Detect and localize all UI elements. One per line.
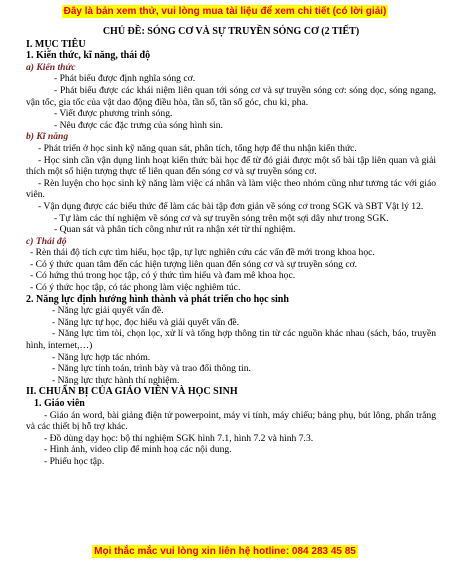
subsection-heading: 1. Giáo viên: [34, 398, 85, 409]
list-item: - Tự làm các thí nghiệm về sóng cơ và sự truyền sóng trên một sợi dây như trong SGK.: [54, 212, 389, 224]
list-item: - Năng lực hợp tác nhóm.: [52, 351, 151, 363]
list-item: - Phát triển ở học sinh kỹ năng quan sát, phân tích, tổng hợp để thu nhận kiến thức.: [38, 142, 357, 154]
subsection-heading: 1. Kiến thức, kĩ năng, thái độ: [26, 50, 151, 62]
list-item: - Năng lực tìm tòi, chọn lọc, xử lí và tổng hợp thông tin từ các nguồn khác nhau (sách, báo, truyền hình, internet,…): [26, 328, 436, 352]
list-item: - Có ý thức học tập, có tác phong làm việc nghiêm túc.: [30, 282, 241, 294]
list-item: - Năng lực tính toán, trình bày và trao đổi thông tin.: [52, 363, 251, 375]
sub-heading-knowledge: a) Kiến thức: [26, 61, 76, 73]
list-item: - Năng lực thực hành thí nghiệm.: [52, 374, 180, 386]
list-item: - Giáo án word, bài giảng điện tử powerpoint, máy vi tính, máy chiếu; bảng phụ, bút lông, phấn trắng và các thiết bị hỗ trợ khác.: [26, 409, 436, 433]
list-item: - Viết được phương trình sóng.: [54, 108, 173, 120]
list-item: - Rèn thái độ tích cực tìm hiểu, học tập, tự lực nghiên cứu các vấn đề mới trong khoa học.: [30, 247, 375, 259]
list-item: - Có hứng thú trong học tập, có ý thức tìm hiểu và đam mê khoa học.: [30, 270, 296, 282]
list-item: - Đồ dùng dạy học: bộ thí nghiệm SGK hình 7.1, hình 7.2 và hình 7.3.: [44, 432, 314, 444]
section-heading: II. CHUẨN BỊ CỦA GIÁO VIÊN VÀ HỌC SINH: [26, 386, 238, 398]
list-item: - Phát biểu được các khái niệm liên quan tới sóng cơ và sự truyền sóng cơ: sóng dọc, sóng ngang, vận tốc, gia tốc của vật dao động điều hòa, tần số, tần số góc, chu kì, pha.: [26, 84, 436, 108]
document-body: [26, 26, 436, 468]
list-item: - Rèn luyện cho học sinh kỹ năng làm việc cá nhân và làm việc theo nhóm cũng như tương tác với giáo viên.: [26, 177, 436, 201]
subsection-heading: 2. Năng lực định hướng hình thành và phát triển cho học sinh: [26, 293, 289, 305]
hotline-banner: Mọi thắc mắc vui lòng xin liên hệ hotline: 084 283 45 85: [94, 546, 356, 557]
list-item: - Phiếu học tập.: [44, 455, 105, 467]
list-item: - Vận dụng được các biểu thức để làm các bài tập đơn giản về sóng cơ trong SGK và SBT Vật lý 12.: [38, 200, 424, 212]
list-item: - Phát biểu được định nghĩa sóng cơ.: [54, 73, 196, 85]
preview-banner: Đây là bản xem thử, vui lòng mua tài liệu để xem chi tiết (có lời giải): [63, 6, 387, 17]
list-item: - Học sinh cần vận dụng linh hoạt kiến thức bài học để từ đó giải được một số bài tập liên quan và giải thích một số hiện tượng thực tế liên quan đến sóng cơ và sự truyền sóng cơ.: [26, 154, 436, 178]
list-item: - Hình ảnh, video clip để minh hoạ các nội dung.: [44, 444, 232, 456]
sub-heading-skills: b) Kĩ năng: [26, 131, 69, 143]
list-item: - Năng lực tự học, đọc hiểu và giải quyết vấn đề.: [52, 316, 240, 328]
list-item: - Năng lực giải quyết vấn đề.: [52, 305, 164, 317]
sub-heading-attitude: c) Thái độ: [26, 235, 67, 247]
list-item: - Nêu được các đặc trưng của sóng hình sin.: [54, 119, 223, 131]
section-heading: I. MỤC TIÊU: [26, 38, 86, 50]
page-title: CHỦ ĐỀ: SÓNG CƠ VÀ SỰ TRUYỀN SÓNG CƠ (2 TIẾT): [102, 26, 360, 37]
list-item: - Có ý thức quan tâm đến các hiện tượng liên quan đến sóng cơ và sự truyền sóng cơ.: [30, 258, 358, 270]
list-item: - Quan sát và phân tích công như rút ra nhận xét từ thí nghiệm.: [54, 224, 296, 236]
